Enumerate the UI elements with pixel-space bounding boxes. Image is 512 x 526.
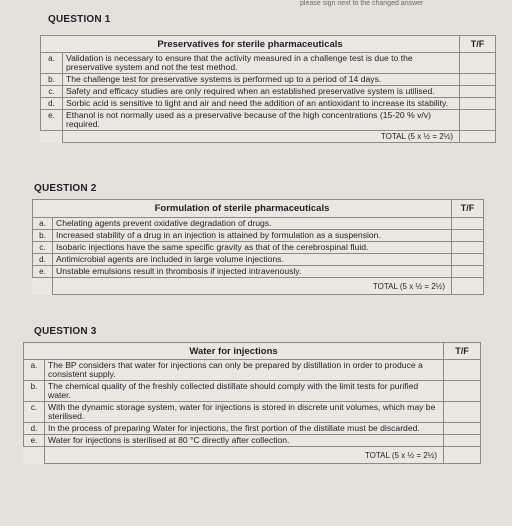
total-answer-cell[interactable] (460, 131, 496, 143)
row-letter: c. (41, 86, 63, 98)
row-letter: b. (33, 230, 53, 242)
table-title: Preservatives for sterile pharmaceuticals (41, 36, 460, 53)
answer-cell[interactable] (452, 266, 484, 278)
total-row (41, 131, 496, 143)
row-letter: b. (41, 74, 63, 86)
answer-cell[interactable] (444, 381, 481, 402)
statement-text: Antimicrobial agents are included in large volume injections. (53, 254, 452, 266)
row-letter: c. (33, 242, 53, 254)
table-row (41, 110, 496, 131)
table-row (24, 435, 481, 447)
answer-cell[interactable] (460, 53, 496, 74)
answer-cell[interactable] (460, 98, 496, 110)
row-letter: d. (41, 98, 63, 110)
statement-text: Water for injections is sterilised at 80 °C directly after collection. (45, 435, 444, 447)
answer-cell[interactable] (444, 360, 481, 381)
total-row (33, 278, 484, 295)
row-letter: d. (33, 254, 53, 266)
row-letter: c. (24, 402, 45, 423)
statement-text: With the dynamic storage system, water for injections is stored in discrete unit volumes, which may be sterilised. (45, 402, 444, 423)
statement-text: The chemical quality of the freshly collected distillate should comply with the limit tests for purified water. (45, 381, 444, 402)
total-answer-cell[interactable] (444, 447, 481, 464)
statement-text: Validation is necessary to ensure that the activity measured in a challenge test is due to the preservative system and not the test method. (63, 53, 460, 74)
answer-cell[interactable] (444, 423, 481, 435)
table-header-row (33, 200, 484, 218)
total-label: TOTAL (5 x ½ = 2½) (45, 447, 444, 464)
table-row (24, 402, 481, 423)
question-1-heading: QUESTION 1 (48, 14, 111, 25)
table-row (41, 74, 496, 86)
question-3-heading: QUESTION 3 (34, 326, 97, 337)
question-1-table (40, 35, 496, 143)
row-letter: e. (24, 435, 45, 447)
row-letter: d. (24, 423, 45, 435)
answer-cell[interactable] (460, 110, 496, 131)
row-letter: e. (41, 110, 63, 131)
answer-cell[interactable] (452, 230, 484, 242)
table-row (33, 242, 484, 254)
answer-cell[interactable] (452, 218, 484, 230)
table-row (41, 98, 496, 110)
table-row (33, 230, 484, 242)
answer-cell[interactable] (460, 86, 496, 98)
row-letter: a. (33, 218, 53, 230)
tf-header: T/F (452, 200, 484, 218)
statement-text: Safety and efficacy studies are only required when an established preservative system is utilised. (63, 86, 460, 98)
total-row (24, 447, 481, 464)
statement-text: The BP considers that water for injections can only be prepared by distillation in order to produce a consistent supply. (45, 360, 444, 381)
statement-text: Chelating agents prevent oxidative degradation of drugs. (53, 218, 452, 230)
row-letter: a. (41, 53, 63, 74)
total-spacer (33, 278, 53, 295)
tf-header: T/F (444, 343, 481, 360)
top-note: please sign next to the changed answer (300, 0, 424, 7)
statement-text: In the process of preparing Water for injections, the first portion of the distillate must be discarded. (45, 423, 444, 435)
statement-text: Ethanol is not normally used as a preservative because of the high concentrations (15-20 % v/v) required. (63, 110, 460, 131)
row-letter: a. (24, 360, 45, 381)
table-title: Water for injections (24, 343, 444, 360)
table-header-row (24, 343, 481, 360)
table-row (41, 53, 496, 74)
question-2-table (32, 199, 484, 295)
table-row (41, 86, 496, 98)
answer-cell[interactable] (444, 435, 481, 447)
statement-text: Unstable emulsions result in thrombosis if injected intravenously. (53, 266, 452, 278)
statement-text: Increased stability of a drug in an injection is attained by formulation as a suspension. (53, 230, 452, 242)
answer-cell[interactable] (452, 254, 484, 266)
table-row (24, 360, 481, 381)
total-answer-cell[interactable] (452, 278, 484, 295)
table-row (24, 381, 481, 402)
answer-cell[interactable] (452, 242, 484, 254)
row-letter: b. (24, 381, 45, 402)
answer-cell[interactable] (444, 402, 481, 423)
question-2-heading: QUESTION 2 (34, 183, 97, 194)
statement-text: Isobaric injections have the same specific gravity as that of the cerebrospinal fluid. (53, 242, 452, 254)
table-row (33, 218, 484, 230)
statement-text: Sorbic acid is sensitive to light and air and need the addition of an antioxidant to increase its stability. (63, 98, 460, 110)
table-title: Formulation of sterile pharmaceuticals (33, 200, 452, 218)
answer-cell[interactable] (460, 74, 496, 86)
table-row (33, 254, 484, 266)
statement-text: The challenge test for preservative systems is performed up to a period of 14 days. (63, 74, 460, 86)
total-label: TOTAL (5 x ½ = 2½) (53, 278, 452, 295)
total-spacer (24, 447, 45, 464)
question-3-table (23, 342, 481, 464)
table-header-row (41, 36, 496, 53)
total-spacer (41, 131, 63, 143)
table-row (24, 423, 481, 435)
tf-header: T/F (460, 36, 496, 53)
table-row (33, 266, 484, 278)
row-letter: e. (33, 266, 53, 278)
total-label: TOTAL (5 x ½ = 2½) (63, 131, 460, 143)
